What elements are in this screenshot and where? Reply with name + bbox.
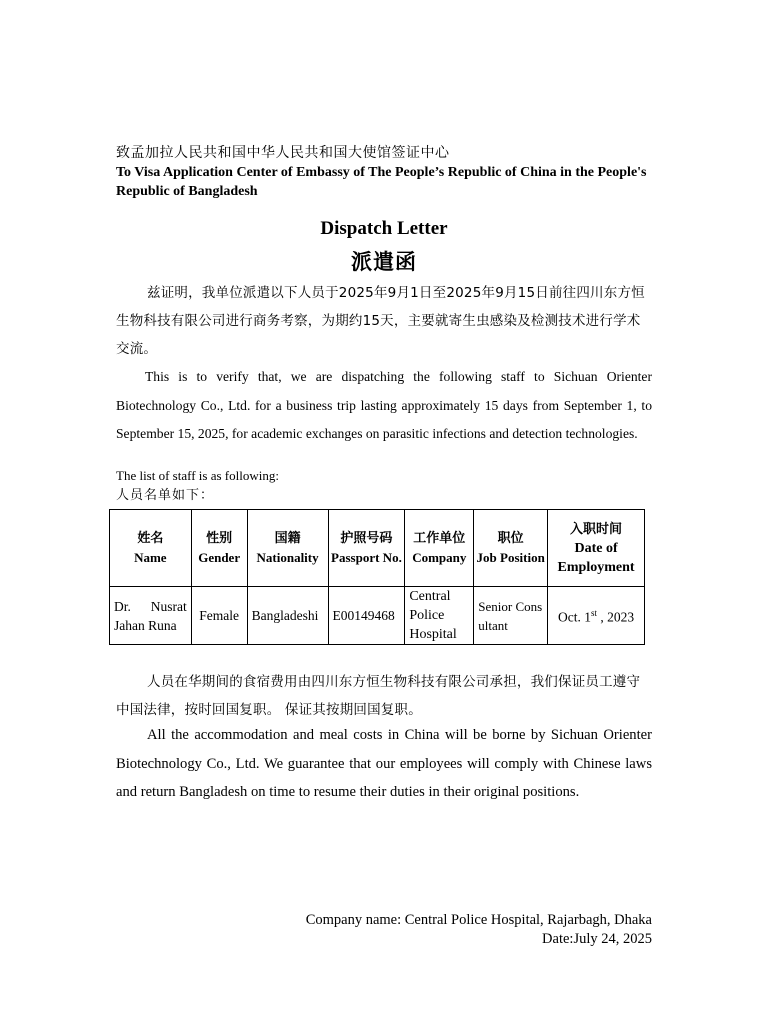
list-intro-en: The list of staff is as following: bbox=[116, 467, 279, 483]
cell-company: Central Police Hospital bbox=[405, 587, 474, 645]
intro-cn: 兹证明，我单位派遣以下人员于2025年9月1日至2025年9月15日前往四川东方恒生物科技有限公司进行商务考察，为期约15天，主要就寄生虫感染及检测技术进行学术交流。 bbox=[116, 285, 645, 357]
costs-en: All the accommodation and meal costs in China will be borne by Sichuan Orienter Biotechnology Co., Ltd. We guarantee that our employees will comply with Chinese laws and return Bangladesh on time to resume their duties in their original positions. bbox=[116, 727, 652, 800]
staff-table bbox=[109, 509, 645, 645]
table-header-row bbox=[110, 510, 645, 587]
costs-en-block bbox=[116, 721, 652, 807]
letter-body bbox=[116, 144, 652, 506]
header-employment-date: 入职时间 Date of Employment bbox=[548, 510, 645, 587]
cell-gender: Female bbox=[191, 587, 247, 645]
header-nationality: 国籍 Nationality bbox=[247, 510, 328, 587]
header-position: 职位 Job Position bbox=[474, 510, 548, 587]
costs-cn: 人员在华期间的食宿费用由四川东方恒生物科技有限公司承担，我们保证员工遵守中国法律，按时回国复职。 保证其按期回国复职。 bbox=[116, 674, 641, 718]
title-en: Dispatch Letter bbox=[320, 218, 448, 239]
cell-name: Dr. Nusrat Jahan Runa bbox=[110, 587, 192, 645]
cell-employment-date: Oct. 1st , 2023 bbox=[548, 587, 645, 645]
recipient-cn: 致孟加拉人民共和国中华人民共和国大使馆签证中心 bbox=[116, 145, 450, 161]
list-intro-cn: 人员名单如下： bbox=[116, 487, 215, 503]
letter-date: Date:July 24, 2025 bbox=[542, 931, 652, 947]
title-cn: 派遣函 bbox=[351, 250, 417, 274]
header-passport: 护照号码 Passport No. bbox=[328, 510, 405, 587]
company-name: Company name: Central Police Hospital, Rajarbagh, Dhaka bbox=[305, 912, 652, 928]
cell-passport: E00149468 bbox=[328, 587, 405, 645]
header-gender: 性别 Gender bbox=[191, 510, 247, 587]
cell-position: Senior Consultant bbox=[474, 587, 548, 645]
recipient-en: To Visa Application Center of Embassy of The People’s Republic of China in the People's Republic of Bangladesh bbox=[116, 165, 647, 199]
intro-en: This is to verify that, we are dispatching the following staff to Sichuan Orienter Biotechnology Co., Ltd. for a business trip lasting approximately 15 days from September 1, to September 15, 2025, for academic exchanges on parasitic infections and detection technologies. bbox=[116, 369, 652, 441]
table-row bbox=[110, 587, 645, 645]
header-company: 工作单位 Company bbox=[405, 510, 474, 587]
signature-block bbox=[306, 911, 652, 949]
header-name: 姓名 Name bbox=[110, 510, 192, 587]
cell-nationality: Bangladeshi bbox=[247, 587, 328, 645]
